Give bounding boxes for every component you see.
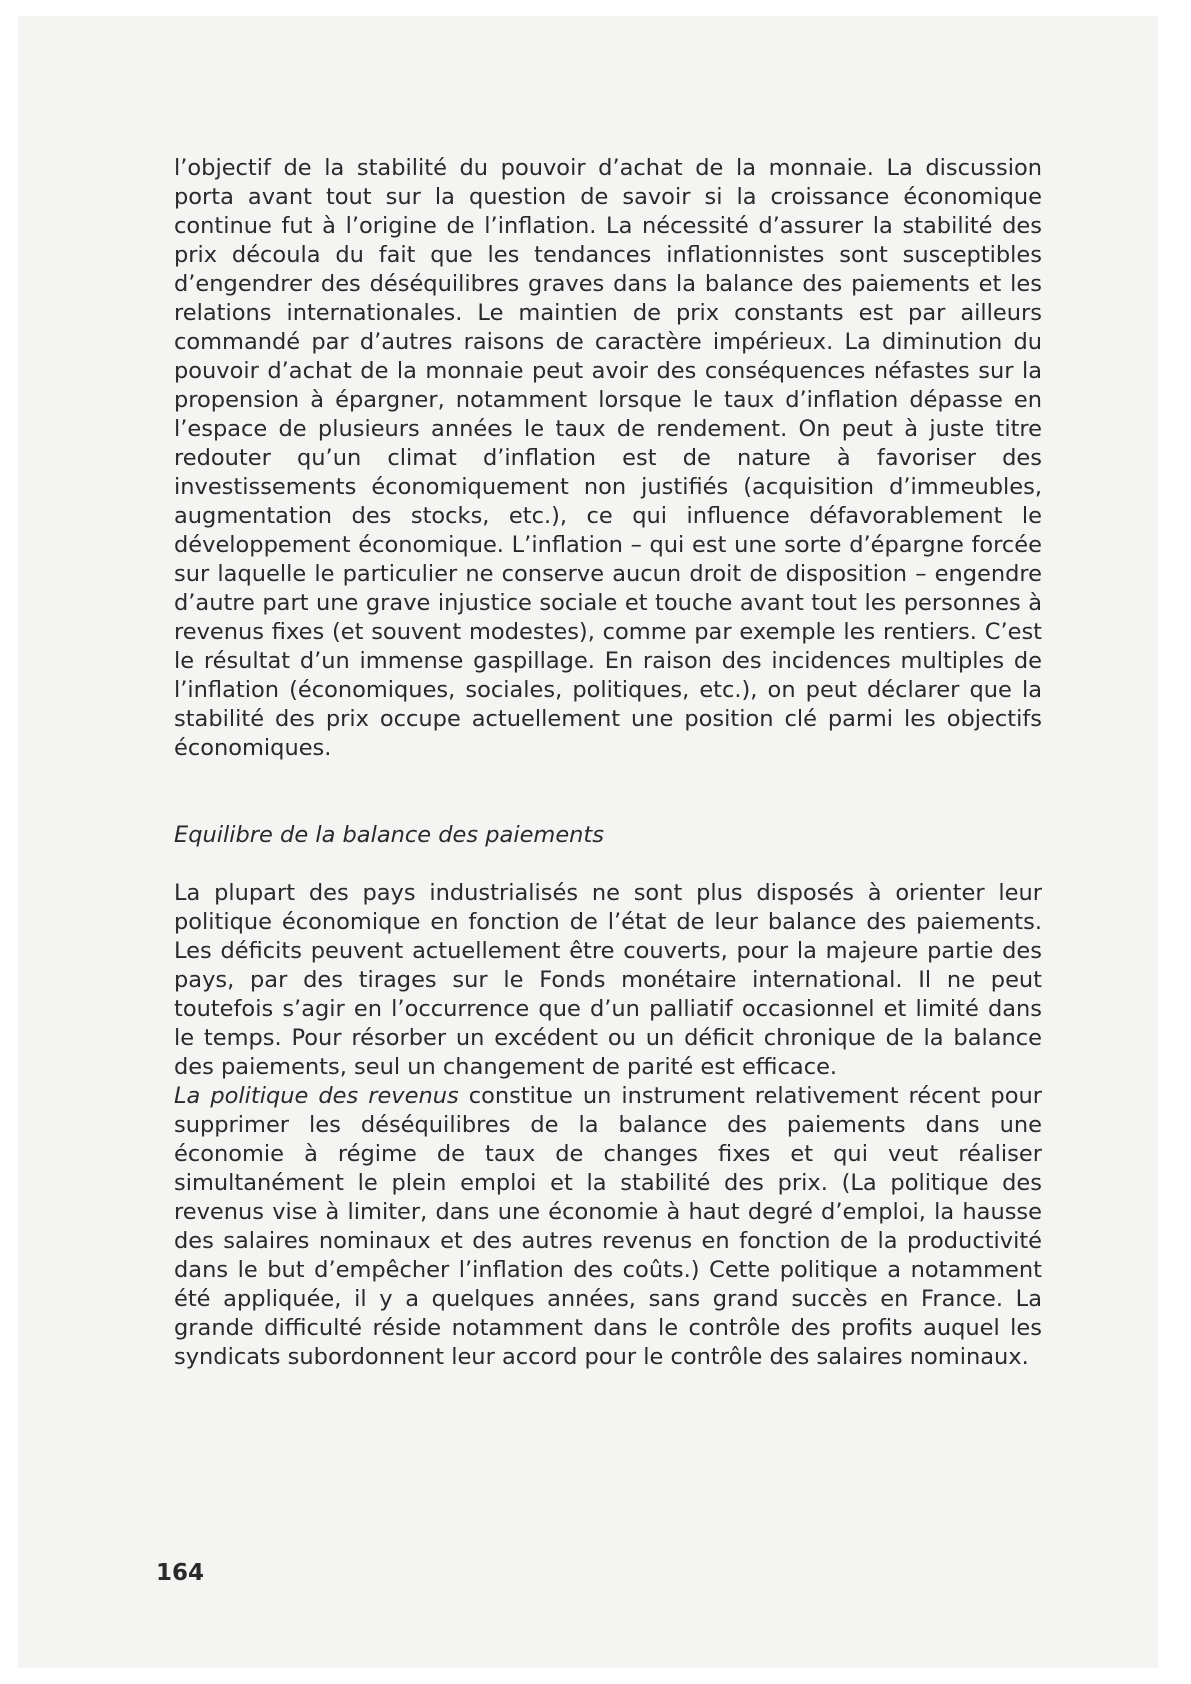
- paragraph-income-policy: [174, 1082, 1042, 1372]
- section-heading: Equilibre de la balance des paiements: [174, 822, 604, 848]
- paragraph-balance-of-payments: La plupart des pays industrialisés ne sont plus disposés à orienter leur politique économique en fonction de l’état de leur balance des paiements. Les déficits peuvent actuellement être couverts, pour la majeure partie des pays, par des tirages sur le Fonds monétaire international. Il ne peut toutefois s’agir en l’occurrence que d’un palliatif occasionnel et limité dans le temps. Pour résorber un excédent ou un déficit chronique de la balance des paiements, seul un changement de parité est efficace.: [174, 880, 1042, 1080]
- income-policy-term: La politique des revenus: [174, 1083, 459, 1109]
- paragraph-inflation: l’objectif de la stabilité du pouvoir d’achat de la monnaie. La discussion porta avant tout sur la question de savoir si la croissance économique continue fut à l’origine de l’inflation. La nécessité d’assurer la stabilité des prix découla du fait que les tendances inflationnistes sont susceptibles d’engendrer des déséquilibres graves dans la balance des paiements et les relations internationales. Le maintien de prix constants est par ailleurs commandé par d’autres raisons de caractère impérieux. La diminution du pouvoir d’achat de la monnaie peut avoir des conséquences néfastes sur la propension à épargner, notamment lorsque le taux d’inflation dépasse en l’espace de plusieurs années le taux de rendement. On peut à juste titre redouter qu’un climat d’inflation est de nature à favoriser des investissements économiquement non justifiés (acquisition d’immeubles, augmentation des stocks, etc.), ce qui influence défavorablement le développement économique. L’inflation – qui est une sorte d’épargne forcée sur laquelle le particulier ne conserve aucun droit de disposition – engendre d’autre part une grave injustice sociale et touche avant tout les personnes à revenus fixes (et souvent modestes), comme par exemple les rentiers. C’est le résultat d’un immense gaspillage. En raison des incidences multiples de l’inflation (économiques, sociales, politiques, etc.), on peut déclarer que la stabilité des prix occupe actuellement une position clé parmi les objectifs économiques.: [174, 155, 1042, 761]
- page-number: 164: [156, 1560, 205, 1586]
- income-policy-text: constitue un instrument relativement récent pour supprimer les déséquilibres de la balance des paiements dans une économie à régime de taux de changes fixes et qui veut réaliser simultanément le plein emploi et la stabilité des prix. (La politique des revenus vise à limiter, dans une économie à haut degré d’emploi, la hausse des salaires nominaux et des autres revenus en fonction de la productivité dans le but d’empêcher l’inflation des coûts.) Cette politique a notamment été appliquée, il y a quelques années, sans grand succès en France. La grande difficulté réside notamment dans le contrôle des profits auquel les syndicats subordonnent leur accord pour le contrôle des salaires nominaux.: [174, 1083, 1042, 1370]
- page: [18, 16, 1158, 1668]
- page-body: [174, 154, 1042, 1372]
